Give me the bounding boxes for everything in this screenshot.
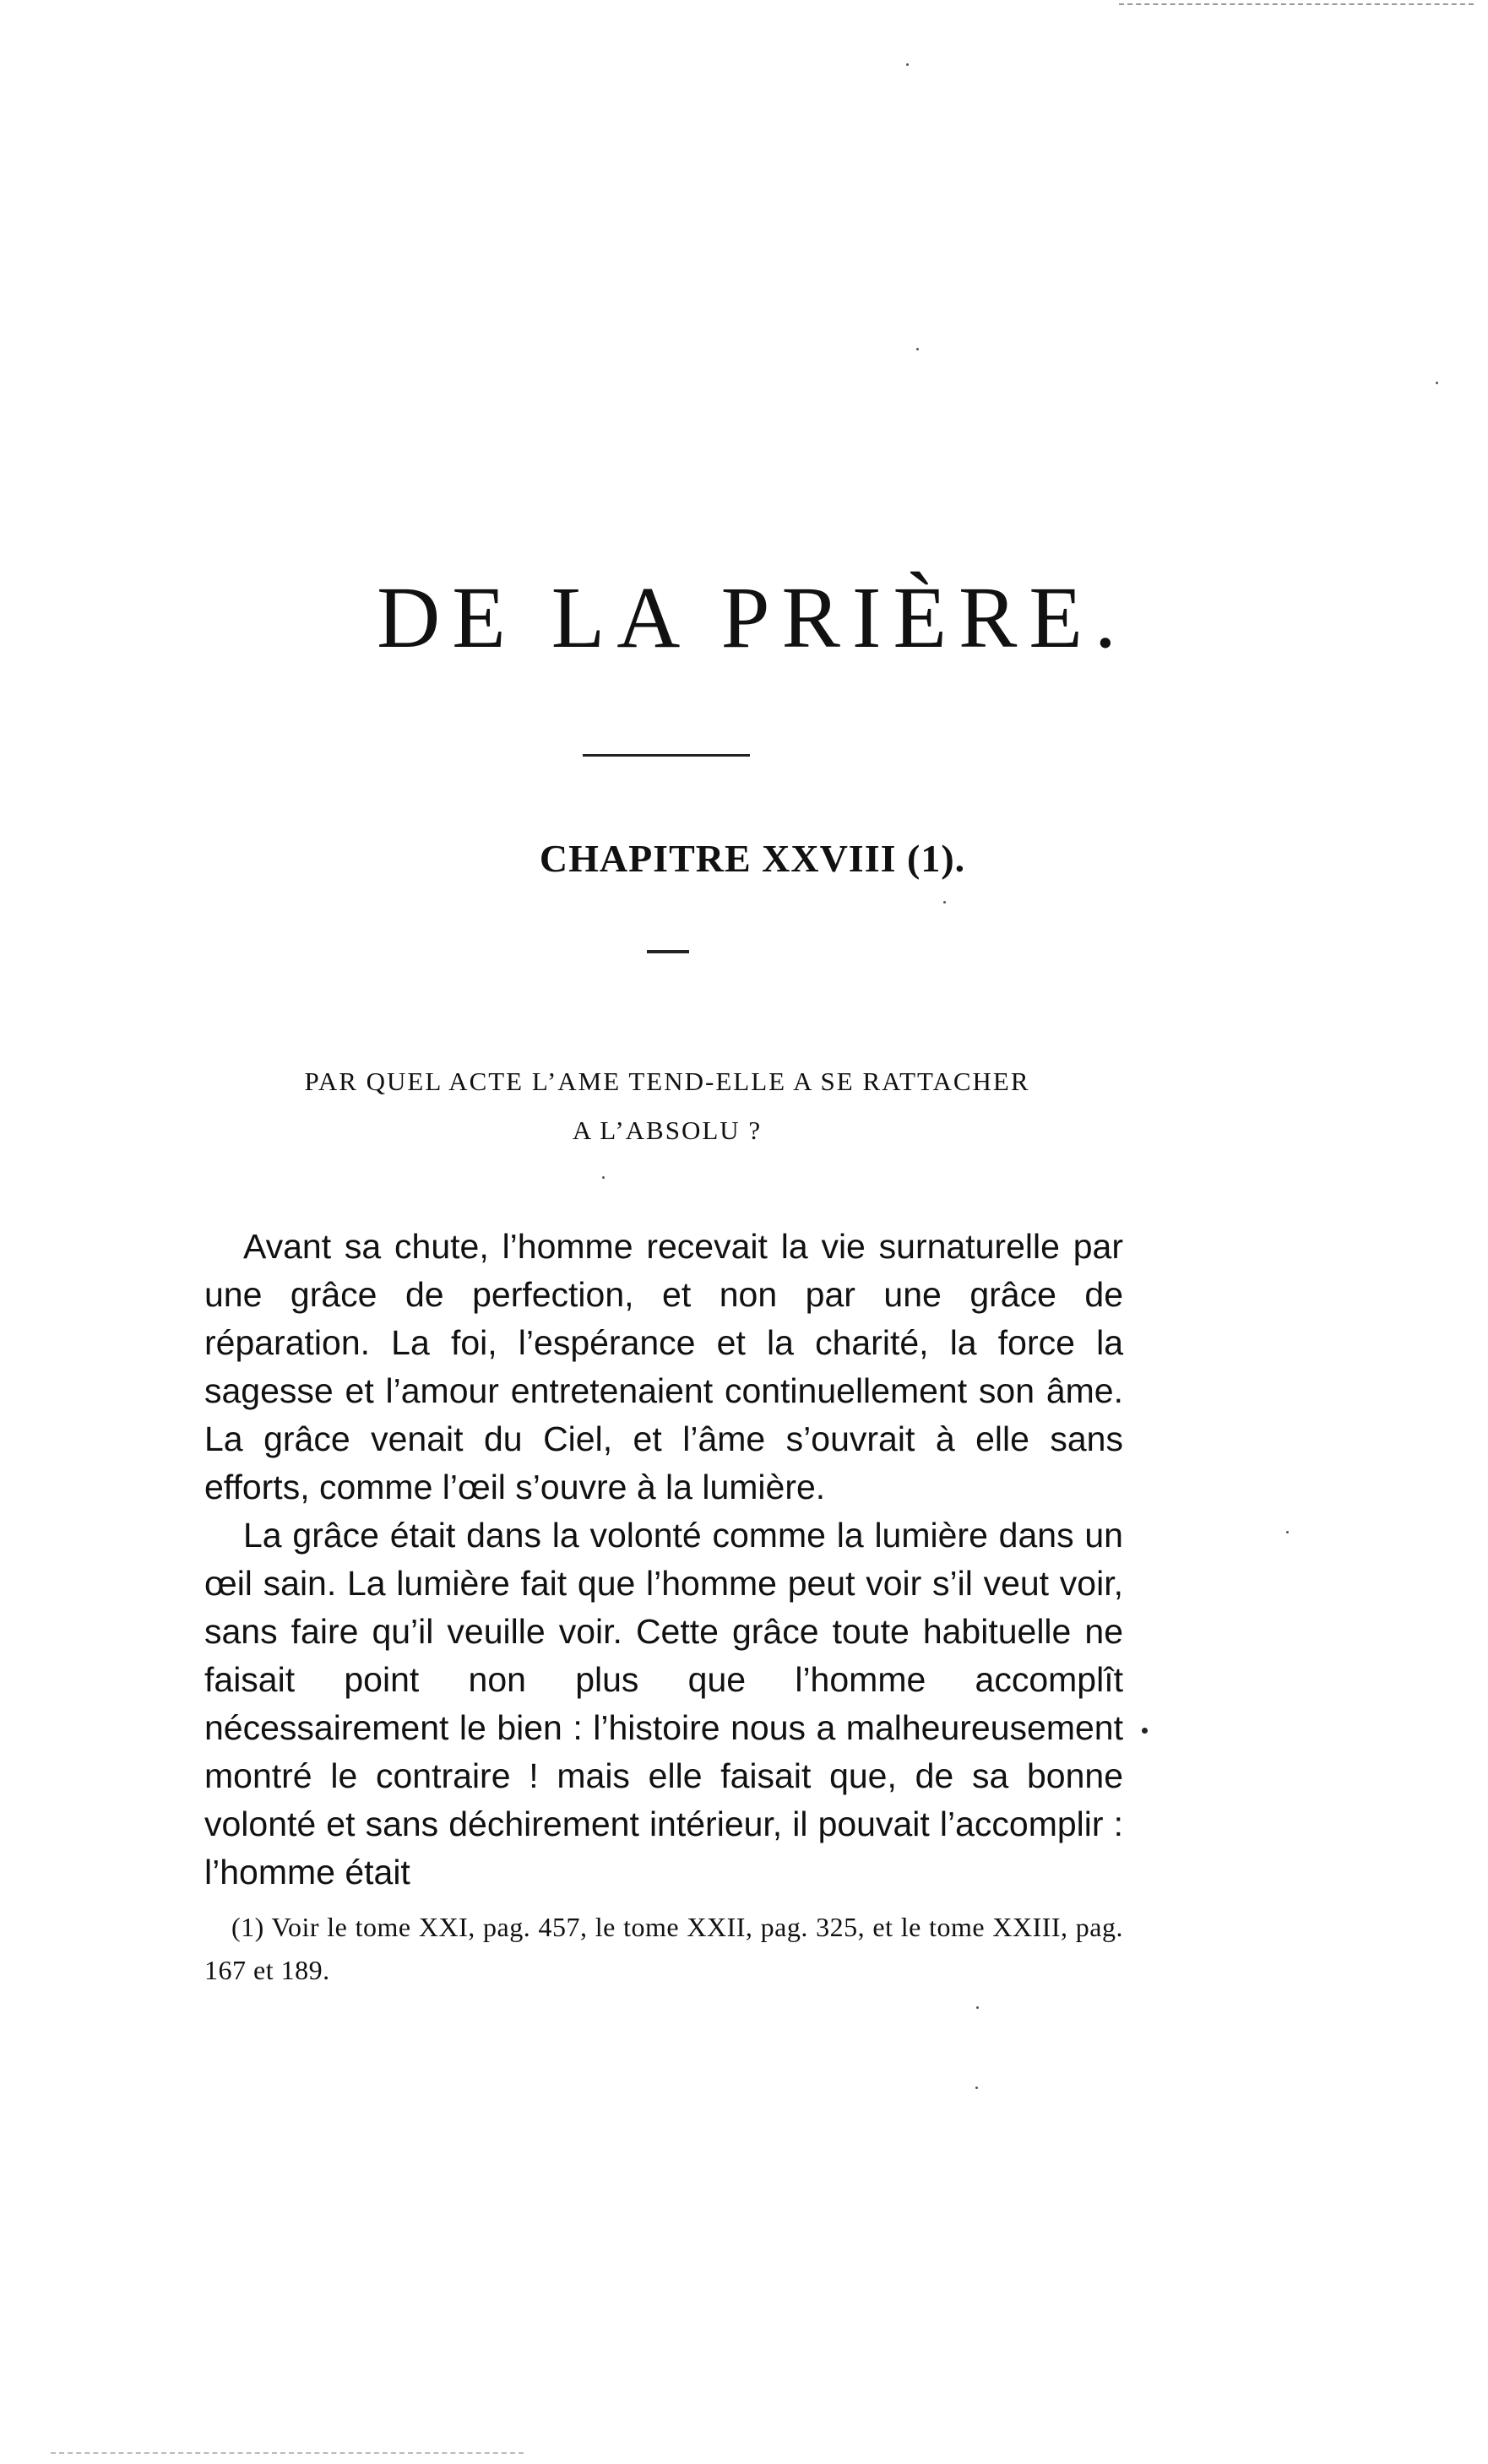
footnote: (1) Voir le tome XXI, pag. 457, le tome XXII, pag. 325, et le tome XXIII, pag. 167 et 189.	[204, 1912, 1123, 1985]
margin-dot-mark	[1142, 1728, 1148, 1734]
scan-speck	[1286, 1531, 1289, 1533]
title-divider	[583, 754, 750, 757]
chapter-divider	[647, 950, 689, 953]
scan-speck	[602, 1176, 605, 1179]
scan-speck	[1436, 382, 1438, 384]
page-title: DE LA PRIÈRE.	[377, 569, 1128, 666]
body-text	[204, 1223, 1123, 1897]
subtitle-line-2: A L’ABSOLU ?	[572, 1115, 763, 1145]
subtitle-line-1: PAR QUEL ACTE L’AME TEND-ELLE A SE RATTACHER	[304, 1066, 1030, 1096]
chapter-heading: CHAPITRE XXVIII (1).	[539, 837, 966, 880]
scan-speck	[975, 2087, 978, 2089]
scan-edge-marks-top	[1119, 3, 1474, 8]
scan-speck	[943, 901, 946, 904]
scan-speck	[976, 2006, 979, 2009]
paragraph-2: La grâce était dans la volonté comme la lumière dans un œil sain. La lumière fait que l’homme peut voir s’il veut voir, sans faire qu’il veuille voir. Cette grâce toute habituelle ne faisait point non plus que l’homme accomplît nécessairement le bien : l’histoire nous a malheureusement montré le contraire ! mais elle faisait que, de sa bonne volonté et sans déchirement intérieur, il pouvait l’accomplir : l’homme était	[204, 1516, 1123, 1891]
chapter-subtitle	[262, 1057, 1073, 1155]
paragraph-1: Avant sa chute, l’homme recevait la vie surnaturelle par une grâce de perfection, et non par une grâce de réparation. La foi, l’espérance et la charité, la force la sagesse et l’amour entretenaient continuellement son âme. La grâce venait du Ciel, et l’âme s’ouvrait à elle sans efforts, comme l’œil s’ouvre à la lumière.	[204, 1227, 1123, 1506]
scan-speck	[906, 63, 909, 66]
scan-edge-marks-bottom	[51, 2452, 524, 2456]
scan-speck	[916, 348, 919, 350]
